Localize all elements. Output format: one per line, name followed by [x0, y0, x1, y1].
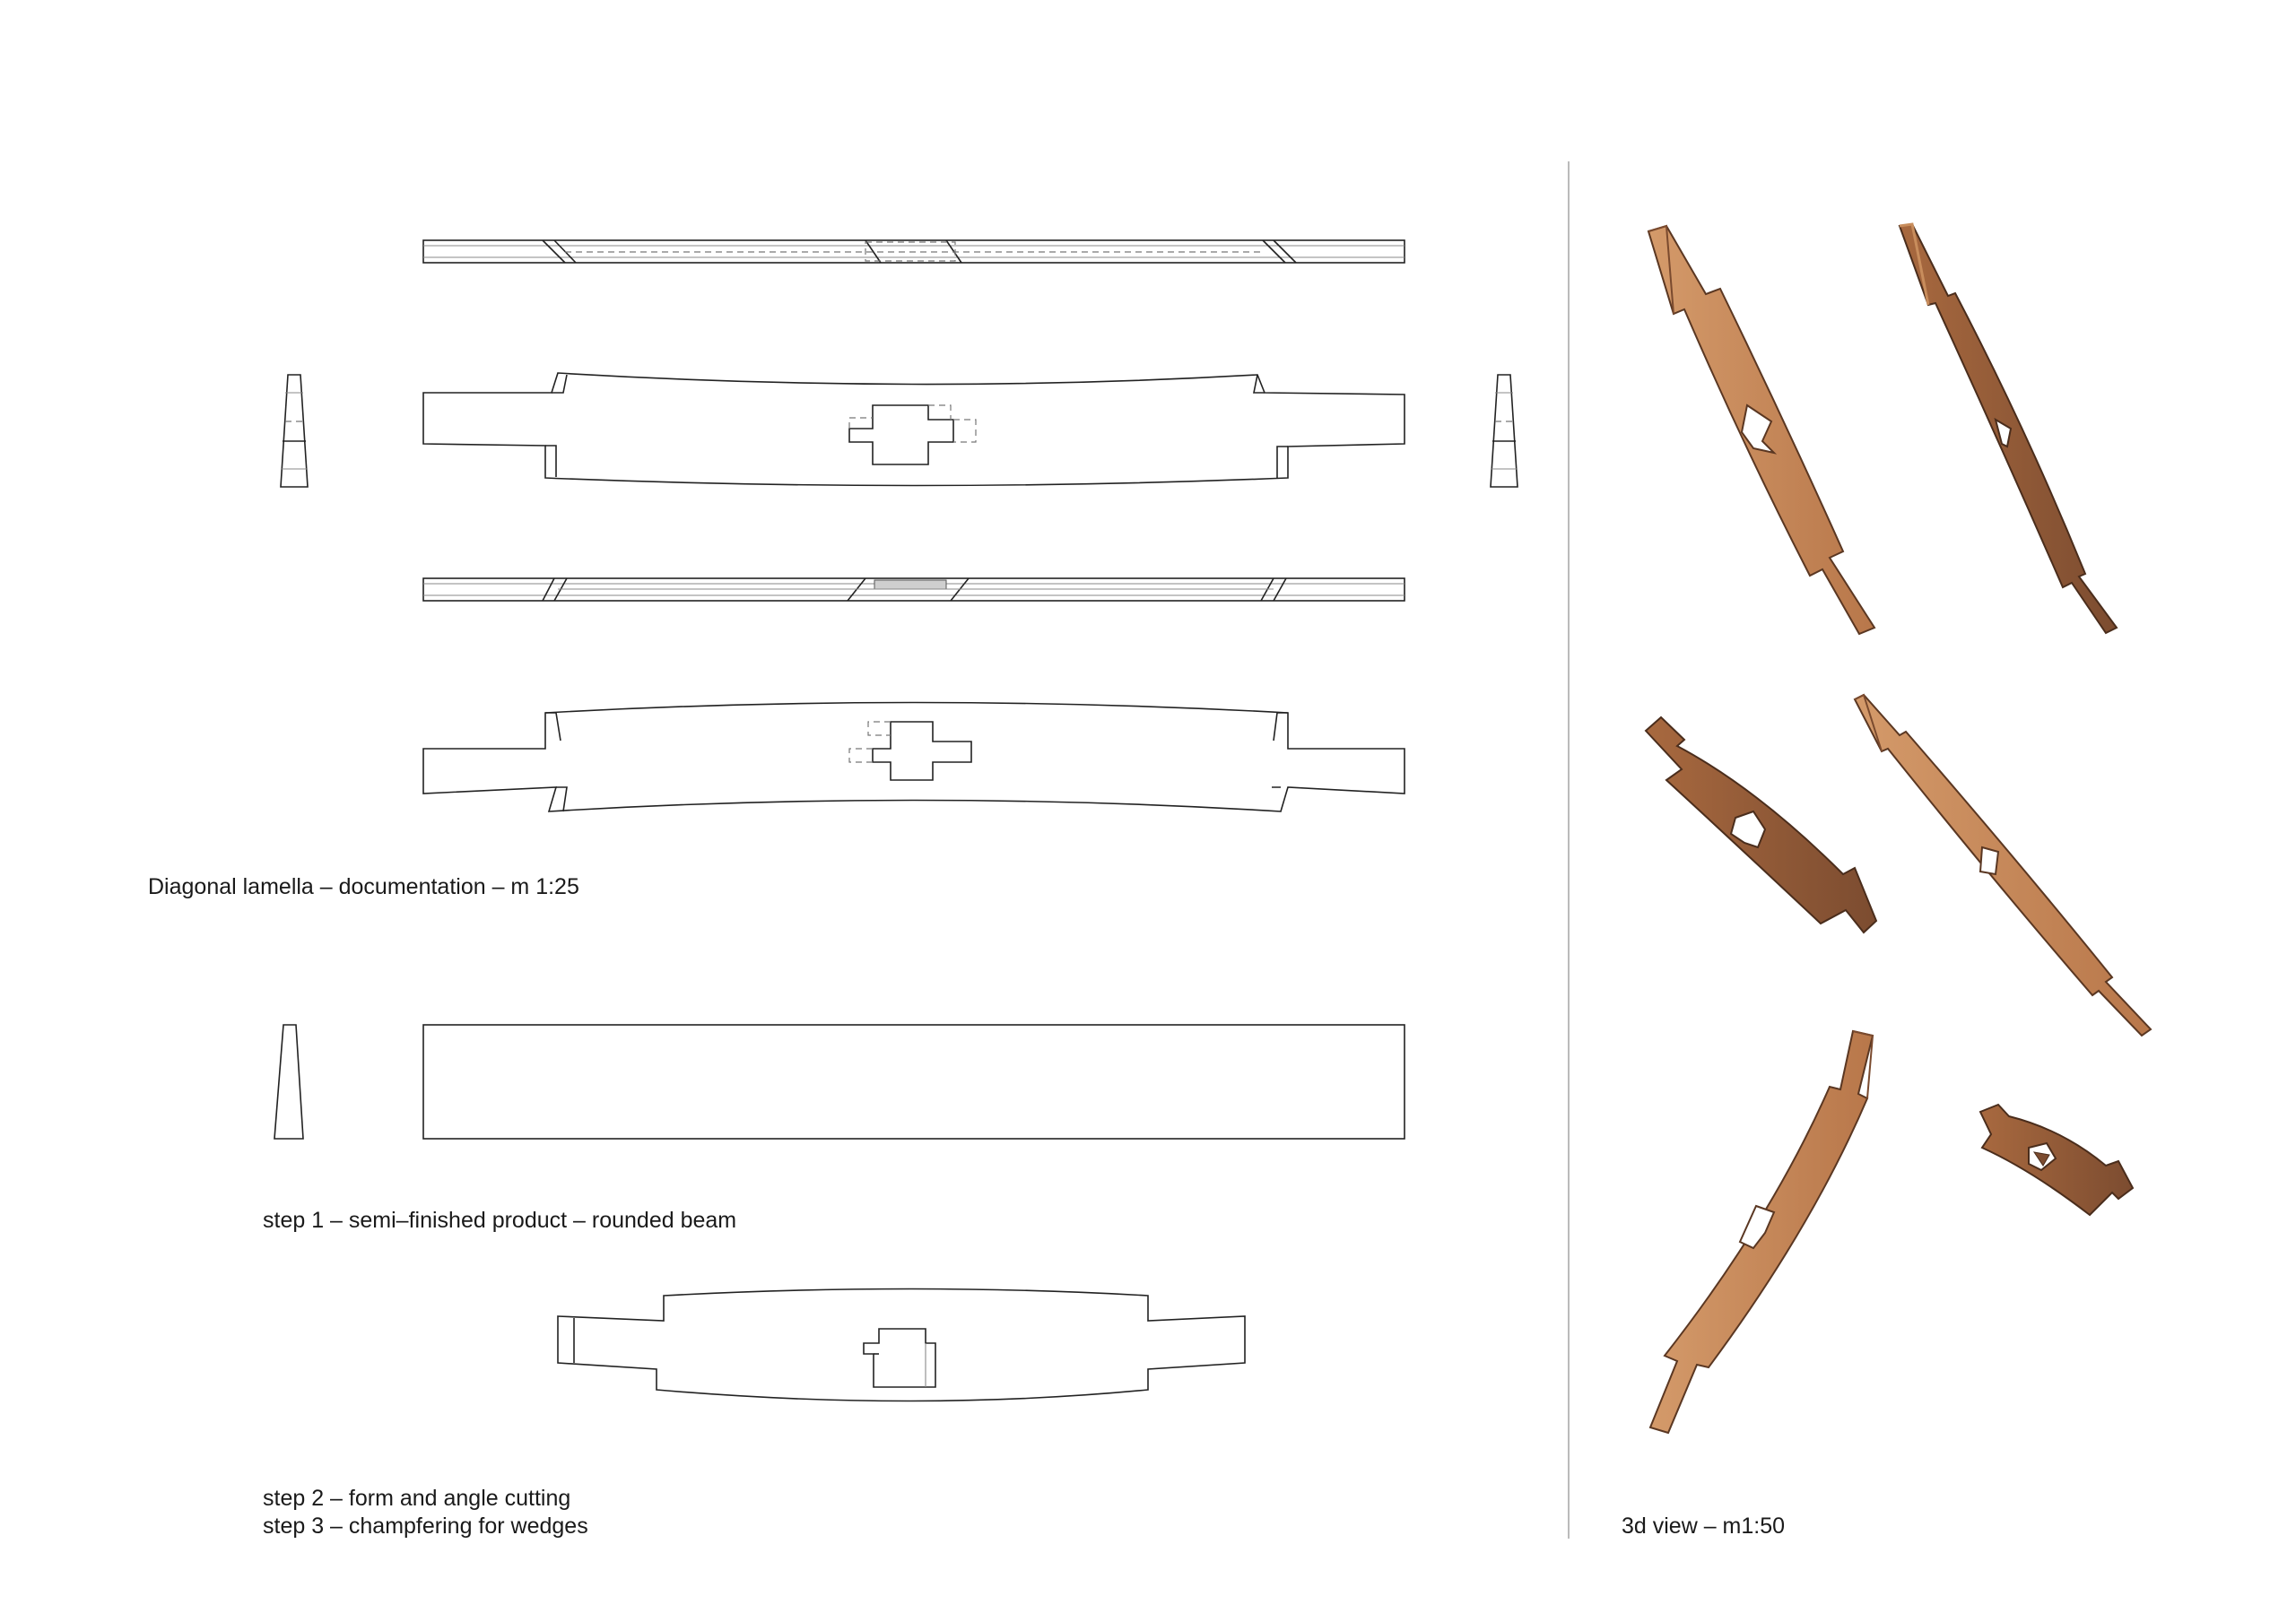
3d-lamella-6 — [1980, 1105, 2133, 1215]
wedge-side-view-left — [281, 375, 308, 487]
3d-lamella-1 — [1648, 226, 1874, 634]
lamella-top-view-1 — [423, 240, 1405, 263]
lamella-top-view-2 — [423, 578, 1405, 601]
wedge-side-view-right — [1491, 375, 1518, 487]
lamella-front-view-1 — [423, 373, 1405, 486]
3d-lamella-2 — [1900, 224, 2117, 633]
lamella-front-view-2 — [423, 703, 1405, 812]
caption-3d-view: 3d view – m1:50 — [1622, 1514, 1786, 1539]
caption-step3: step 3 – champfering for wedges — [263, 1514, 588, 1539]
step1-beam — [274, 1025, 1405, 1139]
3d-lamella-5 — [1650, 1031, 1873, 1433]
caption-step1: step 1 – semi–finished product – rounded beam — [263, 1208, 737, 1233]
3d-lamella-3 — [1646, 717, 1876, 932]
3d-lamella-4 — [1855, 695, 2151, 1036]
caption-step2: step 2 – form and angle cutting — [263, 1486, 571, 1511]
step2-form-cut — [558, 1289, 1245, 1401]
caption-documentation: Diagonal lamella – documentation – m 1:25 — [148, 874, 579, 899]
